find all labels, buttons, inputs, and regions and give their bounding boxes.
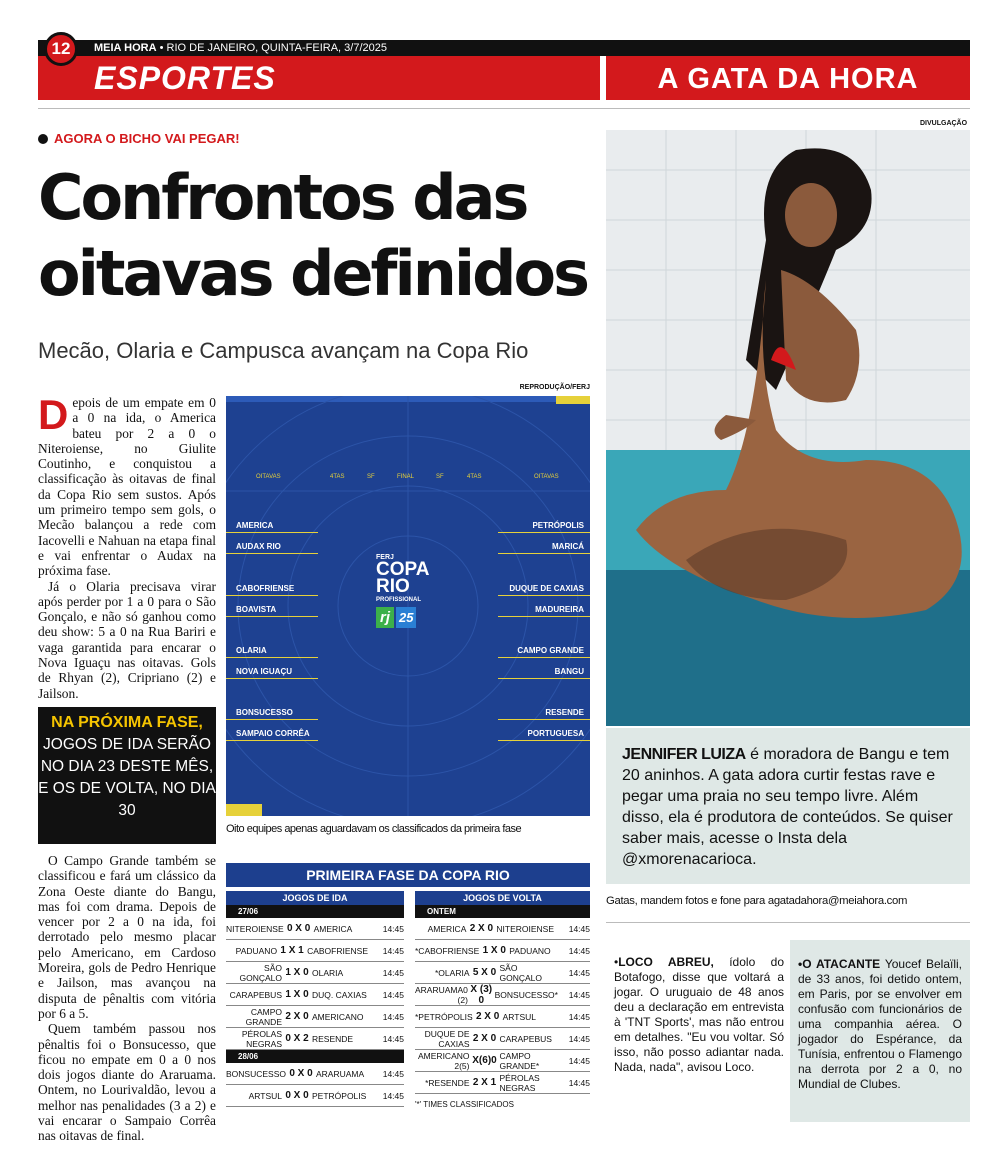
cell-away: PETRÓPOLIS (312, 1090, 367, 1101)
ida-header: JOGOS DE IDA (226, 891, 404, 905)
bracket-team-left: NOVA IGUAÇU (236, 667, 292, 676)
cell-time: 14:45 (382, 1033, 404, 1044)
bracket-line (498, 532, 590, 533)
article-kicker (38, 131, 240, 146)
cell-home: SÃO GONÇALO (239, 962, 282, 983)
bracket-line (226, 740, 318, 741)
next-phase-title: NA PRÓXIMA FASE, (51, 714, 203, 731)
cell-score: X (3) 0 (470, 983, 493, 1006)
bracket-line (498, 616, 590, 617)
cell-away: AMERICA (313, 923, 353, 934)
table-row (226, 1063, 404, 1085)
table-row (226, 1006, 404, 1028)
gata-description (606, 728, 970, 884)
cell-home: BONSUCESSO (226, 1068, 286, 1079)
bracket-team-left: BOAVISTA (236, 605, 277, 614)
cell-away: CARAPEBUS (499, 1033, 552, 1044)
logo-rio: RIO (376, 576, 410, 597)
cell-time: 14:45 (568, 1055, 590, 1066)
logo-copa: COPA (376, 559, 430, 580)
cell-score: 1 X 1 (280, 945, 304, 956)
cell-away: BONSUCESSO* (494, 989, 558, 1000)
logo-profissional: PROFISSIONAL (376, 597, 422, 603)
cell-score: 2 X 0 (472, 1033, 497, 1044)
next-phase-text: JOGOS DE IDA SERÃO NO DIA 23 DESTE MÊS, E OS DE VOLTA, NO DIA 30 (38, 736, 216, 819)
note-belaili: •O ATACANTE Youcef Belaïli, de 33 anos, foi detido ontem, em Paris, por se envolver em confusão com funcionários de uma companhia aérea. O jogador do Espérance, da Tunísia, enfrentou o Flamengo na derrota por 2 a 0, no Mundial de Clubes. (790, 940, 970, 1122)
drop-cap: D (38, 391, 69, 438)
table-row (415, 1006, 590, 1028)
cell-score: 2 X 1 (472, 1077, 497, 1088)
page-number: 12 (44, 32, 78, 66)
cell-time: 14:45 (568, 923, 590, 934)
table-row (415, 1050, 590, 1072)
cell-home: AMERICANO 2(5) (418, 1050, 470, 1071)
bracket-line (226, 616, 318, 617)
ida-rows (226, 905, 404, 1107)
results-title: PRIMEIRA FASE DA COPA RIO (226, 863, 590, 887)
note2-lead: O ATACANTE (802, 957, 881, 971)
bracket-team-left: CABOFRIENSE (236, 584, 295, 593)
cell-away: PADUANO (509, 945, 551, 956)
cell-time: 14:45 (568, 1077, 590, 1088)
stage-label: OITAVAS (256, 474, 281, 480)
copa-rio-logo (376, 554, 446, 628)
paragraph-2: Já o Olaria precisava virar após perder por 1 a 0 para o São Gonçalo, e não só ganhou como deu show: 5 a 0 na Rua Bariri e vaga garantida para encarar o Nova Iguaçu nas oitavas. Gols de Rhyan (2), Cripriano (2) e Jailson. (38, 578, 216, 701)
cell-time: 14:45 (568, 1011, 590, 1022)
cell-score: 0 X 0 (286, 923, 311, 934)
bullet-icon (38, 134, 48, 144)
bracket-caption: Oito equipes apenas aguardavam os classificados da primeira fase (226, 823, 522, 835)
results-ida (226, 891, 404, 1107)
paper-name: MEIA HORA (94, 42, 157, 54)
cell-away: RESENDE (312, 1033, 354, 1044)
bracket-team-right: BANGU (554, 667, 584, 676)
article-body-bottom (38, 853, 216, 1144)
note1-text: ídolo do Botafogo, disse que voltará a jogar. O uruguaio de 48 anos deu a declaração em entrevista à 'TNT Sports', mas não entrou em detalhes. "Eu vou voltar. Só isso, não posso adiantar nada. Nada, nada", avisou Loco. (614, 955, 784, 1074)
cell-away: PÉROLAS NEGRAS (499, 1072, 540, 1093)
cell-home: CARAPEBUS (229, 989, 282, 1000)
table-row (415, 962, 590, 984)
table-row (226, 984, 404, 1006)
gata-photo (606, 130, 970, 726)
cell-home: *PETRÓPOLIS (415, 1011, 473, 1022)
cell-score: 1 X 0 (285, 989, 309, 1000)
table-row (415, 940, 590, 962)
cell-home: *OLARIA (435, 967, 470, 978)
gata-name: JENNIFER LUIZA (622, 746, 746, 763)
divider (606, 922, 970, 923)
cell-home: ARTSUL (248, 1090, 282, 1101)
bracket-team-left: OLARIA (236, 646, 267, 655)
next-phase-box (38, 707, 216, 844)
section-header-gata: A GATA DA HORA (606, 56, 970, 100)
bracket-line (498, 553, 590, 554)
cell-time: 14:45 (568, 989, 590, 1000)
bracket-line (498, 740, 590, 741)
cell-home: AMERICA (427, 923, 467, 934)
masthead-bar (38, 40, 970, 56)
day-header: 28/06 (226, 1050, 404, 1063)
cell-score: 0 X 2 (285, 1033, 309, 1044)
bracket-line (226, 719, 318, 720)
paragraph-3: O Campo Grande também se classificou e fará um clássico da Zona Oeste diante do Bangu, mas foi com drama. Depois de vencer por 2 a 0 na ida, foi derrotado pelo mesmo placar pelo Americano, em Cardoso Moreira, gols de Pedro Henrique e Jailson, mas avançou na disputa de pênaltis com vitória por 6 a 5. (38, 853, 216, 1021)
day-header: 27/06 (226, 905, 404, 918)
table-row (415, 918, 590, 940)
table-row (226, 1028, 404, 1050)
note-loco-abreu: •LOCO ABREU, ídolo do Botafogo, disse que voltará a jogar. O uruguaio de 48 anos deu a declaração em entrevista à 'TNT Sports', mas não entrou em detalhes. "Eu vou voltar. Só isso, não posso adiantar nada. Nada, nada", avisou Loco. (614, 955, 784, 1074)
cell-away: CABOFRIENSE (307, 945, 368, 956)
cell-time: 14:45 (568, 967, 590, 978)
cell-home: ARARUAMA0 (2) (415, 984, 468, 1005)
table-row (226, 940, 404, 962)
table-row (226, 1085, 404, 1107)
stage-label: SF (367, 474, 375, 480)
cell-home: CAMPO GRANDE (245, 1006, 282, 1027)
cell-away: OLARIA (312, 967, 344, 978)
bracket-team-right: CAMPO GRANDE (517, 646, 584, 655)
article-body-top (38, 391, 216, 701)
cell-time: 14:45 (382, 1068, 404, 1079)
note2-text: Youcef Belaïli, de 33 anos, foi detido ontem, em Paris, por se envolver em confusão com funcionários de uma companhia aérea. O jogador do Espérance, da Tunísia, enfrentou o Flamengo na derrota por 2 a 0, no Mundial de Clubes. (798, 957, 962, 1091)
bracket-line (498, 595, 590, 596)
table-row (415, 1028, 590, 1050)
photo-credit: DIVULGAÇÃO (920, 120, 968, 127)
section-title-esportes: ESPORTES (94, 60, 276, 96)
bracket-line (498, 678, 590, 679)
bracket-line (226, 553, 318, 554)
table-row (415, 1072, 590, 1094)
cell-score: 0 X 0 (285, 1090, 309, 1101)
bracket-team-right: PORTUGUESA (527, 729, 584, 738)
cell-home: PADUANO (235, 945, 278, 956)
bracket-team-right: DUQUE DE CAXIAS (509, 584, 584, 593)
bracket-team-left: SAMPAIO CORRÊA (236, 729, 310, 738)
bracket-line (226, 595, 318, 596)
cell-time: 14:45 (382, 1090, 404, 1101)
cell-home: *CABOFRIENSE (415, 945, 480, 956)
bracket-line (226, 657, 318, 658)
subheadline: Mecão, Olaria e Campusca avançam na Copa Rio (38, 338, 529, 363)
logo-ferj: FERJ (376, 554, 394, 561)
gata-photo-illustration (606, 130, 970, 726)
stage-label: OITAVAS (534, 474, 559, 480)
stage-label: FINAL (397, 474, 415, 480)
divider (38, 108, 970, 109)
bracket-team-right: PETRÓPOLIS (532, 521, 584, 530)
cell-away: NITEROIENSE (496, 923, 554, 934)
kicker-text: AGORA O BICHO VAI PEGAR! (54, 131, 240, 146)
table-row (226, 918, 404, 940)
cell-score: 5 X 0 (472, 967, 497, 978)
bracket-credit: REPRODUÇÃO/FERJ (519, 384, 590, 391)
gata-footer: Gatas, mandem fotos e fone para agatadahora@meiahora.com (606, 895, 908, 907)
cell-time: 14:45 (568, 945, 590, 956)
bracket-line (498, 719, 590, 720)
cell-score: X(6)0 (472, 1055, 497, 1066)
cell-score: 1 X 0 (285, 967, 309, 978)
cell-time: 14:45 (382, 945, 404, 956)
logo-year: 25 (396, 607, 416, 628)
bracket-line (226, 532, 318, 533)
note1-lead: LOCO ABREU, (618, 955, 714, 969)
cell-away: ARTSUL (502, 1011, 537, 1022)
bracket-team-left: AMERICA (236, 521, 274, 530)
gata-text: é moradora de Bangu e tem 20 aninhos. A gata adora curtir festas rave e pegar uma praia no seu tempo livre. Além disso, ela é produtora de conteúdos. Se quiser saber mais, acesse o Insta dela @xmorenacarioca. (622, 746, 953, 868)
cell-home: *RESENDE (425, 1077, 470, 1088)
paragraph-4: Quem também passou nos pênaltis foi o Bonsucesso, que ficou no empate em 0 a 0 nos dois jogos diante do Araruama. Ontem, no Lourivaldão, levou a melhor nas penalidades (3 a 2) e vai encarar o Sampaio Corrêa nas oitavas de final. (38, 1021, 216, 1144)
stage-label: 4TAS (467, 474, 482, 480)
bracket-image (226, 396, 590, 816)
bracket-team-right: MADUREIRA (535, 605, 584, 614)
cell-score: 0 X 0 (289, 1068, 313, 1079)
cell-home: DUQUE DE CAXIAS (424, 1028, 470, 1049)
cell-away: SÃO GONÇALO (499, 962, 543, 983)
day-header: ONTEM (415, 905, 590, 918)
classified-note: '*' TIMES CLASSIFICADOS (415, 1100, 514, 1109)
cell-away: CAMPO GRANDE* (499, 1050, 540, 1071)
cell-score: 2 X 0 (469, 923, 494, 934)
cell-score: 2 X 0 (475, 1011, 500, 1022)
cell-score: 1 X 0 (482, 945, 506, 956)
cell-time: 14:45 (568, 1033, 590, 1044)
table-row (226, 962, 404, 984)
stage-label: SF (436, 474, 444, 480)
cell-away: AMERICANO (312, 1011, 364, 1022)
section-header-esportes (38, 56, 600, 100)
stage-label: 4TAS (330, 474, 345, 480)
volta-rows (415, 905, 590, 1094)
bracket-line (498, 657, 590, 658)
cell-home: NITEROIENSE (226, 923, 284, 934)
bracket-team-right: RESENDE (545, 708, 584, 717)
bracket-line (226, 678, 318, 679)
cell-away: DUQ. CAXIAS (312, 989, 367, 1000)
volta-header: JOGOS DE VOLTA (415, 891, 590, 905)
bracket-team-left: BONSUCESSO (236, 708, 293, 717)
cell-time: 14:45 (382, 1011, 404, 1022)
cell-time: 14:45 (382, 989, 404, 1000)
cell-time: 14:45 (382, 923, 404, 934)
dateline: • RIO DE JANEIRO, QUINTA-FEIRA, 3/7/2025 (156, 42, 387, 54)
logo-rj: rj (376, 607, 394, 628)
headline: Confrontos das oitavas definidos (38, 161, 587, 310)
cell-time: 14:45 (382, 967, 404, 978)
bracket-team-right: MARICÁ (552, 542, 584, 551)
table-row (415, 984, 590, 1006)
cell-score: 2 X 0 (285, 1011, 309, 1022)
bracket-team-left: AUDAX RIO (236, 542, 281, 551)
paragraph-1: epois de um empate em 0 a 0 na ida, o America bateu por 2 a 0 o Niteroiense, no Giulite Coutinho, e conquistou a classificação às oitavas de final da Copa Rio sem sustos. Após um primeiro tempo sem gols, o Mecão balançou a rede com Iacovelli e Nahuan na etapa final e vai enfrentar o Audax na próxima fase. (38, 395, 216, 579)
results-volta (415, 891, 590, 1109)
cell-home: PÉROLAS NEGRAS (241, 1028, 282, 1049)
cell-away: ARARUAMA (316, 1068, 365, 1079)
